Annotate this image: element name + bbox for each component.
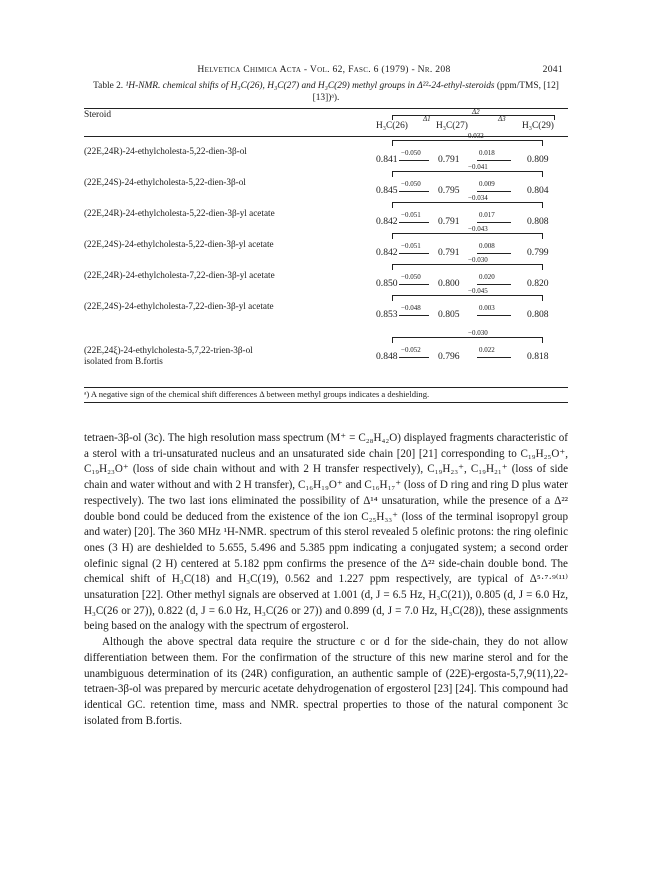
- col-c29-label: H₃C(29): [522, 121, 554, 131]
- delta-d1: −0.050: [401, 180, 421, 188]
- shift-v26: 0.853: [376, 309, 398, 320]
- footnote-rule: [84, 402, 568, 403]
- delta-d1: −0.050: [401, 273, 421, 281]
- delta-arrow: [477, 191, 511, 192]
- arrow-tick: [392, 140, 393, 146]
- table-row: [0, 163, 648, 203]
- delta-arrow: [477, 160, 511, 161]
- table-row: [0, 194, 648, 234]
- shift-v29: 0.804: [527, 185, 549, 196]
- delta2-value: −0.041: [468, 163, 488, 171]
- delta2-value: −0.030: [468, 256, 488, 264]
- shift-v27: 0.791: [438, 247, 460, 258]
- delta-arrow: [477, 284, 511, 285]
- shift-v27: 0.796: [438, 351, 460, 362]
- table-row: [0, 287, 648, 327]
- steroid-name: (22E,24R)-24-ethylcholesta-5,22-dien-3β-ol: [84, 146, 247, 156]
- shift-v26: 0.842: [376, 247, 398, 258]
- delta-arrow: [477, 315, 511, 316]
- delta-d3: 0.020: [479, 273, 495, 281]
- shift-v29: 0.808: [527, 309, 549, 320]
- delta-arrow: [477, 253, 511, 254]
- col-c27-label: H₃C(27): [436, 121, 468, 131]
- d2-arrow: [392, 202, 542, 203]
- arrow-tick: [542, 233, 543, 239]
- table-footnote: ᵃ) A negative sign of the chemical shift differences Δ between methyl groups indicates a deshielding.: [84, 389, 430, 399]
- table-row: [0, 225, 648, 265]
- delta-d3: 0.018: [479, 149, 495, 157]
- delta-arrow: [399, 253, 429, 254]
- caption-text: ¹H-NMR. chemical shifts of H₃C(26), H₃C(27) and H₃C(29) methyl groups in Δ²²-24-ethyl-steroids: [125, 81, 495, 91]
- paragraph-1: tetraen-3β-ol (3c). The high resolution mass spectrum (M⁺ = C₂₈H₄₂O) displayed fragments characteristic of a sterol with a tri-unsaturated nucleus and an unsaturated side chain [20] [21] corresponding to C₁₉H₂₅O⁺, C₁₉H₂₃O⁺ (loss of side chain without and with 2 H transfer respectively), C₁₉H₂₃⁺, C₁₉H₂₁⁺ (loss of side chain and water without and with 2 H transfer), C₁₆H₁₉O⁺ and C₁₆H₁₇⁺ (loss of D ring and ring D plus water respectively). The two last ions eliminated the possibility of Δ¹⁴ unsaturation, while the presence of a Δ²² double bond could be deduced from the existence of the ion C₂₅H₃₃⁺ (loss of the terminal isopropyl group and water) [20]. The 360 MHz ¹H-NMR. spectrum of this sterol revealed 5 olefinic protons: the ring olefinic ones (3 H) are deshielded to 5.655, 5.496 and 5.385 ppm indicating a conjugated system; a second order olefinic signal (2 H) centered at 5.182 ppm confirms the presence of the Δ²² side-chain double bond. The chemical shift of H₃C(18) and H₃C(19), 0.562 and 1.227 ppm respectively, are typical of Δ⁵·⁷·⁹⁽¹¹⁾ unsaturation [22]. Other methyl signals are observed at 1.001 (d, J = 6.5 Hz, H₃C(21)), 0.805 (d, J = 6.0 Hz, H₃C(26 or 27)), 0.822 (d, J = 6.0 Hz, H₃C(26 or 27)) and 0.899 (d, J = 7.0 Hz, H₃C(28)), these assignments being based on the analogy with the spectrum of ergosterol.: [84, 432, 568, 633]
- shift-v26: 0.850: [376, 278, 398, 289]
- delta-d1: −0.048: [401, 304, 421, 312]
- shift-v26: 0.842: [376, 216, 398, 227]
- journal-title: Helvetica Chimica Acta - Vol. 62, Fasc. 6 (1979) - Nr. 208: [197, 64, 451, 75]
- steroid-name: (22E,24R)-24-ethylcholesta-5,22-dien-3β-yl acetate: [84, 208, 275, 218]
- delta-d1: −0.051: [401, 211, 421, 219]
- d2-arrow: [392, 264, 542, 265]
- delta2-value: −0.030: [468, 329, 488, 337]
- shift-v27: 0.795: [438, 185, 460, 196]
- shift-v26: 0.848: [376, 351, 398, 362]
- delta2-value: −0.043: [468, 225, 488, 233]
- col-d2-label: Δ2: [472, 108, 480, 116]
- steroid-name: (22E,24S)-24-ethylcholesta-5,22-dien-3β-yl acetate: [84, 239, 274, 249]
- page-number: 2041: [542, 64, 563, 75]
- arrow-tick: [392, 171, 393, 177]
- steroid-name: (22E,24R)-24-ethylcholesta-7,22-dien-3β-yl acetate: [84, 270, 275, 280]
- delta2-value: −0.045: [468, 287, 488, 295]
- arrow-tick: [392, 295, 393, 301]
- arrow-tick: [542, 202, 543, 208]
- delta-d1: −0.051: [401, 242, 421, 250]
- arrow-tick: [542, 171, 543, 177]
- delta-arrow: [399, 315, 429, 316]
- col-c26-label: H₃C(26): [376, 121, 408, 131]
- d2-arrow: [392, 295, 542, 296]
- steroid-name: (22E,24S)-24-ethylcholesta-7,22-dien-3β-yl acetate: [84, 301, 274, 311]
- d2-arrow: [392, 233, 542, 234]
- shift-v27: 0.791: [438, 216, 460, 227]
- delta-arrow: [399, 160, 429, 161]
- paragraph-2: Although the above spectral data require the structure c or d for the side-chain, they do not allow differentiation between them. For the confirmation of the structure of this new marine sterol and for the unambiguous determination of its (24R) configuration, an authentic sample of (22E)-ergosta-5,7,9(11),22-tetraen-3β-ol was prepared by mercuric acetate dehydrogenation of ergosterol [23] [24]. This compound had identical GC. retention time, mass and NMR. spectral properties to those of the natural component 3c isolated from B.fortis.: [84, 636, 568, 727]
- delta2-value: 0.032: [468, 132, 484, 140]
- table-row: [0, 132, 648, 172]
- shift-v27: 0.800: [438, 278, 460, 289]
- arrow-tick: [392, 233, 393, 239]
- delta-arrow: [399, 191, 429, 192]
- delta-arrow: [399, 222, 429, 223]
- delta-d3: 0.017: [479, 211, 495, 219]
- arrow-tick: [542, 295, 543, 301]
- body-text: [84, 431, 568, 729]
- arrow-tick: [542, 140, 543, 146]
- col-d1-label: Δ1: [423, 115, 431, 123]
- shift-v27: 0.791: [438, 154, 460, 165]
- delta-d1: −0.052: [401, 346, 421, 354]
- shift-v29: 0.818: [527, 351, 549, 362]
- caption-suffix: (ppm/TMS, [12] [13])ᵃ).: [312, 81, 559, 103]
- shift-v26: 0.845: [376, 185, 398, 196]
- delta-d3: 0.003: [479, 304, 495, 312]
- shift-v29: 0.799: [527, 247, 549, 258]
- table-header-rule: [84, 136, 568, 137]
- shift-v27: 0.805: [438, 309, 460, 320]
- caption-label: Table 2.: [93, 81, 124, 91]
- d2-arrow: [392, 337, 542, 338]
- steroid-source: isolated from B.fortis: [84, 356, 163, 366]
- shift-v29: 0.820: [527, 278, 549, 289]
- arrow-tick: [392, 264, 393, 270]
- delta-d3: 0.022: [479, 346, 495, 354]
- delta-d1: −0.050: [401, 149, 421, 157]
- table-bottom-rule: [84, 387, 568, 388]
- col-d3-label: Δ3: [498, 115, 506, 123]
- table-row: [0, 329, 648, 366]
- d2-arrow: [392, 140, 542, 141]
- delta2-value: −0.034: [468, 194, 488, 202]
- delta-d3: 0.008: [479, 242, 495, 250]
- shift-v29: 0.808: [527, 216, 549, 227]
- shift-v29: 0.809: [527, 154, 549, 165]
- delta-arrow: [477, 357, 511, 358]
- table-row: [0, 256, 648, 296]
- arrow-tick: [392, 202, 393, 208]
- arrow-tick: [542, 264, 543, 270]
- table-caption: [84, 81, 568, 104]
- delta-arrow: [477, 222, 511, 223]
- arrow-tick: [542, 337, 543, 343]
- shift-v26: 0.841: [376, 154, 398, 165]
- d2-arrow: [392, 171, 542, 172]
- delta-d3: 0.009: [479, 180, 495, 188]
- d2-arrow-right: [554, 115, 555, 120]
- steroid-name: (22E,24ξ)-24-ethylcholesta-5,7,22-trien-3β-ol: [84, 345, 253, 355]
- arrow-tick: [392, 337, 393, 343]
- d2-arrow-left: [392, 115, 393, 120]
- steroid-name: (22E,24S)-24-ethylcholesta-5,22-dien-3β-ol: [84, 177, 246, 187]
- delta-arrow: [399, 284, 429, 285]
- delta-arrow: [399, 357, 429, 358]
- col-header-steroid: Steroid: [84, 110, 112, 120]
